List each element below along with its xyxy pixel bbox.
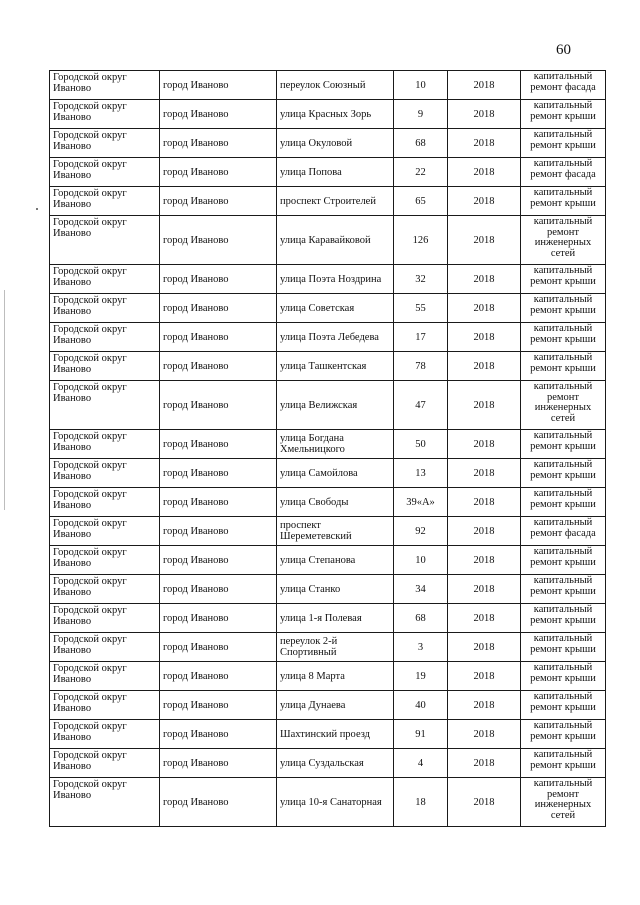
work-type-cell: капитальный ремонт крыши xyxy=(521,352,606,381)
street-cell: улица Попова xyxy=(277,158,394,187)
house-number-cell: 65 xyxy=(394,187,448,216)
city-cell: город Иваново xyxy=(160,604,277,633)
house-number-cell: 34 xyxy=(394,575,448,604)
city-cell: город Иваново xyxy=(160,71,277,100)
city-cell: город Иваново xyxy=(160,662,277,691)
year-cell: 2018 xyxy=(448,265,521,294)
district-cell: Городской округ Иваново xyxy=(50,323,160,352)
district-cell: Городской округ Иваново xyxy=(50,129,160,158)
work-type-cell: капитальный ремонт крыши xyxy=(521,546,606,575)
city-cell: город Иваново xyxy=(160,430,277,459)
district-cell: Городской округ Иваново xyxy=(50,720,160,749)
year-cell: 2018 xyxy=(448,294,521,323)
street-cell: Шахтинский проезд xyxy=(277,720,394,749)
table-row xyxy=(50,633,606,662)
year-cell: 2018 xyxy=(448,691,521,720)
work-type-cell: капитальный ремонт фасада xyxy=(521,517,606,546)
table-row xyxy=(50,720,606,749)
city-cell: город Иваново xyxy=(160,216,277,265)
page-number: 60 xyxy=(556,42,571,58)
table-row xyxy=(50,216,606,265)
district-cell: Городской округ Иваново xyxy=(50,158,160,187)
year-cell: 2018 xyxy=(448,187,521,216)
work-type-cell: капитальный ремонт крыши xyxy=(521,720,606,749)
city-cell: город Иваново xyxy=(160,100,277,129)
table-row xyxy=(50,381,606,430)
district-cell: Городской округ Иваново xyxy=(50,294,160,323)
district-cell: Городской округ Иваново xyxy=(50,265,160,294)
street-cell: улица Окуловой xyxy=(277,129,394,158)
street-cell: переулок Союзный xyxy=(277,71,394,100)
work-type-cell: капитальный ремонт крыши xyxy=(521,187,606,216)
city-cell: город Иваново xyxy=(160,778,277,827)
work-type-cell: капитальный ремонт крыши xyxy=(521,459,606,488)
house-number-cell: 55 xyxy=(394,294,448,323)
house-number-cell: 18 xyxy=(394,778,448,827)
district-cell: Городской округ Иваново xyxy=(50,662,160,691)
city-cell: город Иваново xyxy=(160,158,277,187)
work-type-cell: капитальный ремонт крыши xyxy=(521,323,606,352)
house-number-cell: 91 xyxy=(394,720,448,749)
year-cell: 2018 xyxy=(448,633,521,662)
city-cell: город Иваново xyxy=(160,691,277,720)
city-cell: город Иваново xyxy=(160,381,277,430)
table-row xyxy=(50,323,606,352)
city-cell: город Иваново xyxy=(160,488,277,517)
table-row xyxy=(50,517,606,546)
work-type-cell: капитальный ремонт крыши xyxy=(521,633,606,662)
house-number-cell: 126 xyxy=(394,216,448,265)
scan-dot xyxy=(36,208,38,210)
house-number-cell: 39«А» xyxy=(394,488,448,517)
district-cell: Городской округ Иваново xyxy=(50,633,160,662)
city-cell: город Иваново xyxy=(160,459,277,488)
house-number-cell: 68 xyxy=(394,604,448,633)
table-row xyxy=(50,265,606,294)
year-cell: 2018 xyxy=(448,216,521,265)
street-cell: улица Дунаева xyxy=(277,691,394,720)
table-row xyxy=(50,294,606,323)
table-row xyxy=(50,187,606,216)
table-row xyxy=(50,749,606,778)
work-type-cell: капитальный ремонт крыши xyxy=(521,691,606,720)
year-cell: 2018 xyxy=(448,575,521,604)
work-type-cell: капитальный ремонт фасада xyxy=(521,158,606,187)
table-row xyxy=(50,459,606,488)
table-row xyxy=(50,575,606,604)
city-cell: город Иваново xyxy=(160,720,277,749)
registry-body xyxy=(50,71,606,827)
house-number-cell: 22 xyxy=(394,158,448,187)
work-type-cell: капитальный ремонт крыши xyxy=(521,430,606,459)
street-cell: улица Степанова xyxy=(277,546,394,575)
city-cell: город Иваново xyxy=(160,749,277,778)
year-cell: 2018 xyxy=(448,71,521,100)
street-cell: улица Свободы xyxy=(277,488,394,517)
house-number-cell: 9 xyxy=(394,100,448,129)
work-type-cell: капитальный ремонт инженерных сетей xyxy=(521,778,606,827)
house-number-cell: 78 xyxy=(394,352,448,381)
table-row xyxy=(50,546,606,575)
street-cell: улица Ташкентская xyxy=(277,352,394,381)
house-number-cell: 13 xyxy=(394,459,448,488)
table-row xyxy=(50,100,606,129)
table-row xyxy=(50,430,606,459)
work-type-cell: капитальный ремонт крыши xyxy=(521,749,606,778)
house-number-cell: 47 xyxy=(394,381,448,430)
house-number-cell: 32 xyxy=(394,265,448,294)
table-row xyxy=(50,691,606,720)
street-cell: улица Самойлова xyxy=(277,459,394,488)
district-cell: Городской округ Иваново xyxy=(50,100,160,129)
year-cell: 2018 xyxy=(448,517,521,546)
work-type-cell: капитальный ремонт крыши xyxy=(521,265,606,294)
house-number-cell: 10 xyxy=(394,546,448,575)
street-cell: улица Суздальская xyxy=(277,749,394,778)
year-cell: 2018 xyxy=(448,778,521,827)
street-cell: улица Красных Зорь xyxy=(277,100,394,129)
year-cell: 2018 xyxy=(448,352,521,381)
house-number-cell: 3 xyxy=(394,633,448,662)
district-cell: Городской округ Иваново xyxy=(50,352,160,381)
work-type-cell: капитальный ремонт крыши xyxy=(521,604,606,633)
district-cell: Городской округ Иваново xyxy=(50,546,160,575)
table-row xyxy=(50,604,606,633)
house-number-cell: 10 xyxy=(394,71,448,100)
city-cell: город Иваново xyxy=(160,575,277,604)
table-row xyxy=(50,662,606,691)
district-cell: Городской округ Иваново xyxy=(50,575,160,604)
year-cell: 2018 xyxy=(448,749,521,778)
city-cell: город Иваново xyxy=(160,323,277,352)
city-cell: город Иваново xyxy=(160,129,277,158)
district-cell: Городской округ Иваново xyxy=(50,187,160,216)
year-cell: 2018 xyxy=(448,129,521,158)
house-number-cell: 4 xyxy=(394,749,448,778)
street-cell: улица 1-я Полевая xyxy=(277,604,394,633)
street-cell: проспект Шереметевский xyxy=(277,517,394,546)
year-cell: 2018 xyxy=(448,488,521,517)
work-type-cell: капитальный ремонт крыши xyxy=(521,575,606,604)
house-number-cell: 50 xyxy=(394,430,448,459)
work-type-cell: капитальный ремонт крыши xyxy=(521,488,606,517)
district-cell: Городской округ Иваново xyxy=(50,517,160,546)
district-cell: Городской округ Иваново xyxy=(50,216,160,265)
street-cell: переулок 2-й Спортивный xyxy=(277,633,394,662)
street-cell: улица Каравайковой xyxy=(277,216,394,265)
work-type-cell: капитальный ремонт крыши xyxy=(521,100,606,129)
street-cell: улица Поэта Лебедева xyxy=(277,323,394,352)
district-cell: Городской округ Иваново xyxy=(50,778,160,827)
city-cell: город Иваново xyxy=(160,546,277,575)
table-row xyxy=(50,71,606,100)
district-cell: Городской округ Иваново xyxy=(50,430,160,459)
year-cell: 2018 xyxy=(448,459,521,488)
house-number-cell: 92 xyxy=(394,517,448,546)
street-cell: улица Станко xyxy=(277,575,394,604)
table-row xyxy=(50,488,606,517)
street-cell: улица 10-я Санаторная xyxy=(277,778,394,827)
table-row xyxy=(50,778,606,827)
year-cell: 2018 xyxy=(448,546,521,575)
district-cell: Городской округ Иваново xyxy=(50,381,160,430)
work-type-cell: капитальный ремонт инженерных сетей xyxy=(521,216,606,265)
year-cell: 2018 xyxy=(448,323,521,352)
city-cell: город Иваново xyxy=(160,517,277,546)
district-cell: Городской округ Иваново xyxy=(50,71,160,100)
street-cell: проспект Строителей xyxy=(277,187,394,216)
city-cell: город Иваново xyxy=(160,633,277,662)
street-cell: улица 8 Марта xyxy=(277,662,394,691)
house-number-cell: 19 xyxy=(394,662,448,691)
scan-edge-mark xyxy=(4,290,5,510)
table-row xyxy=(50,352,606,381)
work-type-cell: капитальный ремонт инженерных сетей xyxy=(521,381,606,430)
year-cell: 2018 xyxy=(448,158,521,187)
table-row xyxy=(50,129,606,158)
district-cell: Городской округ Иваново xyxy=(50,691,160,720)
district-cell: Городской округ Иваново xyxy=(50,749,160,778)
repair-registry-table xyxy=(49,70,606,827)
work-type-cell: капитальный ремонт крыши xyxy=(521,129,606,158)
house-number-cell: 17 xyxy=(394,323,448,352)
table-row xyxy=(50,158,606,187)
district-cell: Городской округ Иваново xyxy=(50,459,160,488)
house-number-cell: 40 xyxy=(394,691,448,720)
year-cell: 2018 xyxy=(448,100,521,129)
street-cell: улица Велижская xyxy=(277,381,394,430)
work-type-cell: капитальный ремонт крыши xyxy=(521,294,606,323)
street-cell: улица Советская xyxy=(277,294,394,323)
district-cell: Городской округ Иваново xyxy=(50,604,160,633)
year-cell: 2018 xyxy=(448,720,521,749)
work-type-cell: капитальный ремонт фасада xyxy=(521,71,606,100)
year-cell: 2018 xyxy=(448,381,521,430)
year-cell: 2018 xyxy=(448,604,521,633)
work-type-cell: капитальный ремонт крыши xyxy=(521,662,606,691)
year-cell: 2018 xyxy=(448,662,521,691)
city-cell: город Иваново xyxy=(160,265,277,294)
house-number-cell: 68 xyxy=(394,129,448,158)
city-cell: город Иваново xyxy=(160,187,277,216)
city-cell: город Иваново xyxy=(160,352,277,381)
district-cell: Городской округ Иваново xyxy=(50,488,160,517)
year-cell: 2018 xyxy=(448,430,521,459)
city-cell: город Иваново xyxy=(160,294,277,323)
street-cell: улица Богдана Хмельницкого xyxy=(277,430,394,459)
street-cell: улица Поэта Ноздрина xyxy=(277,265,394,294)
